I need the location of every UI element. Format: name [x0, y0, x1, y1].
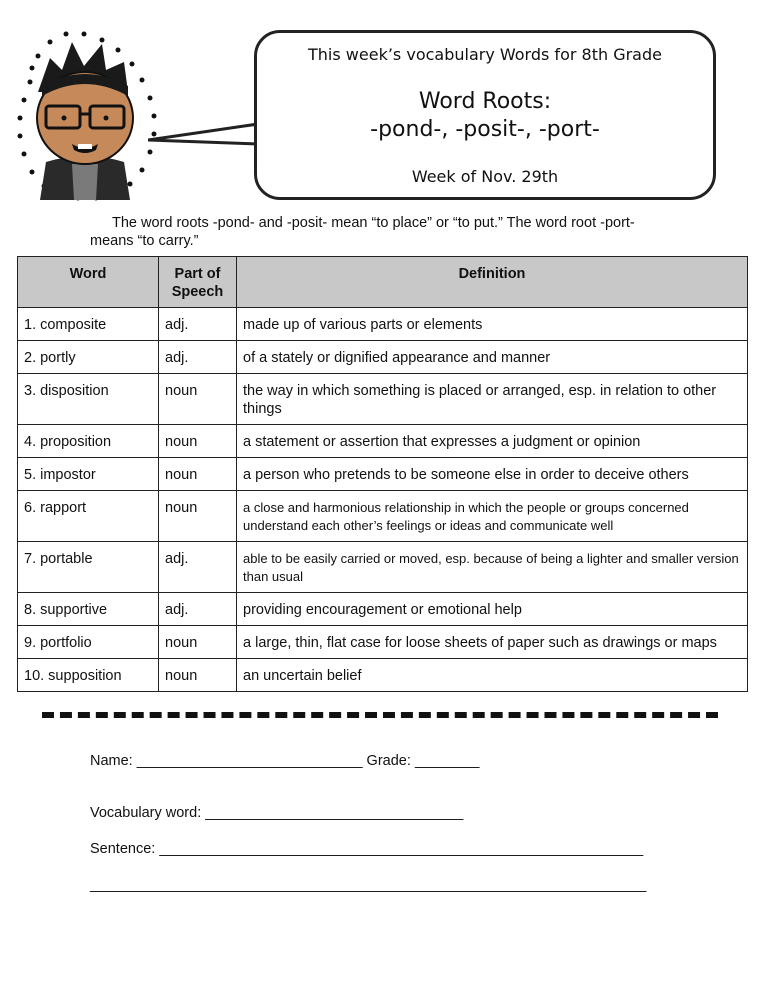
table-header-row [18, 257, 748, 308]
cell-word: 2. portly [18, 341, 159, 374]
cell-pos: noun [159, 458, 237, 491]
table-row [18, 374, 748, 425]
header-week: Week of Nov. 29th [411, 167, 559, 186]
header-word: Word [18, 257, 159, 308]
cell-pos: noun [159, 425, 237, 458]
cell-word: 3. disposition [18, 374, 159, 425]
name-grade-line[interactable]: Name: ____________________________ Grade: ________ [90, 753, 480, 769]
cut-line-divider [42, 712, 718, 718]
header-roots: -pond-, -posit-, -port- [370, 117, 600, 142]
vocabulary-word-line[interactable]: Vocabulary word: ________________________________ [90, 805, 464, 821]
student-avatar [10, 22, 160, 202]
cell-definition: the way in which something is placed or arranged, esp. in relation to other things [237, 374, 748, 425]
header-pos-line2: Speech [171, 284, 224, 300]
table-row [18, 659, 748, 692]
cell-word: 10. supposition [18, 659, 159, 692]
table-row [18, 626, 748, 659]
sentence-continuation-line[interactable]: _____________________________________________________________________ [90, 877, 647, 893]
table-row [18, 308, 748, 341]
cell-definition: an uncertain belief [237, 659, 748, 692]
cell-definition: of a stately or dignified appearance and manner [237, 341, 748, 374]
vocabulary-table [17, 256, 748, 692]
cell-pos: noun [159, 491, 237, 542]
cell-definition: a person who pretends to be someone else in order to deceive others [237, 458, 748, 491]
cell-definition: able to be easily carried or moved, esp. because of being a lighter and smaller version than usual [237, 542, 748, 593]
speech-bubble [254, 30, 716, 200]
cell-word: 6. rapport [18, 491, 159, 542]
cell-word: 5. impostor [18, 458, 159, 491]
sentence-line[interactable]: Sentence: ____________________________________________________________ [90, 841, 644, 857]
table-row [18, 542, 748, 593]
cell-pos: adj. [159, 341, 237, 374]
table-row [18, 593, 748, 626]
cell-pos: noun [159, 659, 237, 692]
table-row [18, 491, 748, 542]
cell-word: 9. portfolio [18, 626, 159, 659]
header-definition: Definition [237, 257, 748, 308]
table-row [18, 341, 748, 374]
cell-pos: adj. [159, 593, 237, 626]
header-part-of-speech [159, 257, 237, 308]
header-subtitle: This week’s vocabulary Words for 8th Grade [308, 45, 662, 64]
cell-pos: noun [159, 374, 237, 425]
cell-word: 1. composite [18, 308, 159, 341]
cell-definition: made up of various parts or elements [237, 308, 748, 341]
speech-bubble-tail [148, 120, 260, 160]
cell-definition: a close and harmonious relationship in which the people or groups concerned understand each other’s feelings or ideas and communicate well [237, 491, 748, 542]
cell-word: 7. portable [18, 542, 159, 593]
cell-pos: adj. [159, 308, 237, 341]
header-title: Word Roots: [418, 89, 552, 114]
cell-definition: a large, thin, flat case for loose sheets of paper such as drawings or maps [237, 626, 748, 659]
cell-pos: adj. [159, 542, 237, 593]
intro-paragraph: The word roots -pond- and -posit- mean “to place” or “to put.” The word root -port- means “to carry.” [90, 215, 635, 249]
cell-word: 8. supportive [18, 593, 159, 626]
table-row [18, 458, 748, 491]
cell-definition: a statement or assertion that expresses a judgment or opinion [237, 425, 748, 458]
cell-word: 4. proposition [18, 425, 159, 458]
cell-definition: providing encouragement or emotional help [237, 593, 748, 626]
cell-pos: noun [159, 626, 237, 659]
header-pos-line1: Part of [174, 266, 221, 282]
table-row [18, 425, 748, 458]
